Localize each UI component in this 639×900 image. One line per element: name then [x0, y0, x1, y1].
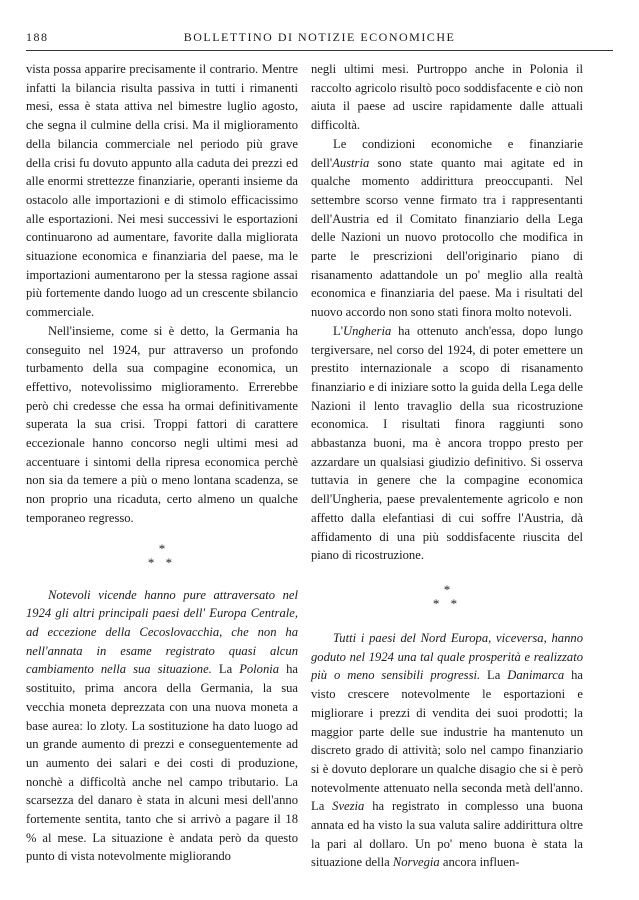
text-segment: L' [333, 323, 343, 338]
text-segment: Le condizioni economiche e finanziarie dell' [311, 136, 583, 170]
intro-nord-europa: Tutti i paesi del Nord Europa, viceversa, hanno goduto nel 1924 una tal quale prosperità e realizzato più o meno sensibili progressi. [311, 630, 583, 683]
header-rule [26, 50, 613, 51]
intro-europa-centrale: Notevoli vicende hanno pure attraversato nel 1924 gli altri principali paesi dell' Europa Centrale, ad eccezione della Cecoslovacchia, che non ha nell'annata in esame registrato quasi alcun cambiamento nella sua situazione. [26, 587, 298, 677]
text-segment: ha registrato in complesso una buona annata ed ha visto la sua valuta salire addirittura oltre la pari al dollaro. Un po' meno buona è stata la situazione della [311, 799, 583, 870]
country-norvegia: Norvegia [392, 855, 440, 870]
text-segment: La [211, 662, 240, 677]
text-segment: ha sostituito, prima ancora della Germania, la sua vecchia moneta deprezzata con una nuova moneta a base aurea: lo zloty. La sostituzione ha dato luogo ad un grande aumento di prezzi e conseguentemente ad un aumento dei salari e dei costi di produzione, nonchè a difficoltà anche nel campo tributario. La scarsezza del danaro è stata in alcuni mesi dell'anno fortemente sentita, tanto che si arrivò a pagare il 18 % al mese. La situazione è andata però da questo punto di vista notevolmente migliorando [26, 662, 298, 864]
text-segment: La [480, 668, 508, 683]
country-svezia: Svezia [332, 799, 365, 814]
country-polonia: Polonia [239, 662, 280, 677]
paragraph-nord-europa [311, 629, 583, 872]
paragraph-ungheria [311, 322, 583, 565]
section-separator [311, 583, 583, 611]
text-segment: ancora influen- [439, 855, 520, 870]
running-header [26, 30, 613, 45]
text-segment: ha visto crescere notevolmente le esportazioni e migliorare i prezzi di vendita dei suoi prodotti; la maggior parte delle sue industrie ha mantenuto un discreto grado di attività; solo nel campo finanziario si è dovuto deplorare un qualche disagio che si è però notevolmente attenuato nella seconda metà dell'anno. La [311, 668, 583, 814]
separator-stars-bottom: * * [432, 595, 462, 611]
section-separator [26, 542, 298, 570]
paragraph-polonia-cont: negli ultimi mesi. Purtroppo anche in Polonia il raccolto agricolo risultò poco soddisfacente e ciò non aiuta il paese ad uscire rapidamente dalle attuali difficoltà. [311, 62, 583, 133]
country-austria: Austria [332, 155, 370, 170]
text-segment: sono state quanto mai agitate ed in qualche momento addirittura preoccupanti. Nel settembre scorso venne firmato tra i rappresentanti dell'Austria ed il Comitato finanziario della Lega delle Nazioni un nuovo protocollo che modifica in parte le prescrizioni dell'originario piano di risanamento adattandole un po' meglio alla realtà economica e finanziaria del paese. Ma i risultati del nuovo accordo non sono stati finora molto notevoli. [311, 155, 583, 320]
left-column [26, 60, 298, 866]
country-ungheria: Ungheria [342, 323, 392, 338]
separator-star-top: * [158, 540, 166, 556]
paragraph-europa-centrale [26, 586, 298, 867]
paragraph-bilancia: vista possa apparire precisamente il contrario. Mentre infatti la bilancia risulta passiva in tutti i rimanenti mesi, essa è stata attiva nel bimestre luglio agosto, che segna il culmine della crisi. Ma il miglioramento della bilancia commerciale nel periodo più grave della crisi fu dovuto appunto alla caduta dei prezzi ed alle enormi strettezze finanziarie, operanti insieme da ostacolo alle importazioni e di stimolo efficacissimo alle esportazioni. Nei mesi successivi le esportazioni continuarono ad aumentare, favorite dalla migliorata situazione economica e finanziaria del paese, ma le importazioni aumentarono per la stessa ragione assai più fortemente dando luogo ad un crescente sbilancio commerciale. [26, 62, 298, 320]
separator-stars-bottom: * * [147, 554, 177, 570]
right-column [311, 60, 583, 872]
journal-title: BOLLETTINO DI NOTIZIE ECONOMICHE [183, 30, 456, 44]
text-segment: ha ottenuto anch'essa, dopo lungo tergiversare, nel corso del 1924, di poter emettere un prestito internazionale a scopo di risanamento finanziario e di iniziare sotto la guida della Lega delle Nazioni il lento travaglio della sua ricostruzione economica. I risultati finora raggiunti sono abbastanza buoni, ma è ancora troppo presto per azzardare un qualsiasi giudizio definitivo. Si osserva tuttavia in genere che la compagine economica dell'Ungheria, paese prevalentemente agricolo e non affetto dalla elefantiasi di cui soffre l'Austria, dà affidamento di una più soddisfacente riuscita del piano di ricostruzione. [311, 323, 583, 563]
paragraph-germania: Nell'insieme, come si è detto, la Germania ha conseguito nel 1924, pur attraverso un profondo turbamento della sua compagine economica, un effettivo, notevolissimo miglioramento. Errerebbe però chi credesse che essa ha ormai definitivamente superata la sua crisi. Troppi fattori di carattere eccezionale hanno concorso negli ultimi mesi ad accentuare i sintomi della ripresa economica perchè non sia da temere a più o meno lontana scadenza, se non proprio una ricaduta, certo almeno un qualche temporaneo regresso. [26, 323, 298, 525]
separator-star-top: * [443, 581, 451, 597]
paragraph-austria [311, 135, 583, 322]
country-danimarca: Danimarca [507, 668, 565, 683]
page-number: 188 [26, 30, 49, 44]
